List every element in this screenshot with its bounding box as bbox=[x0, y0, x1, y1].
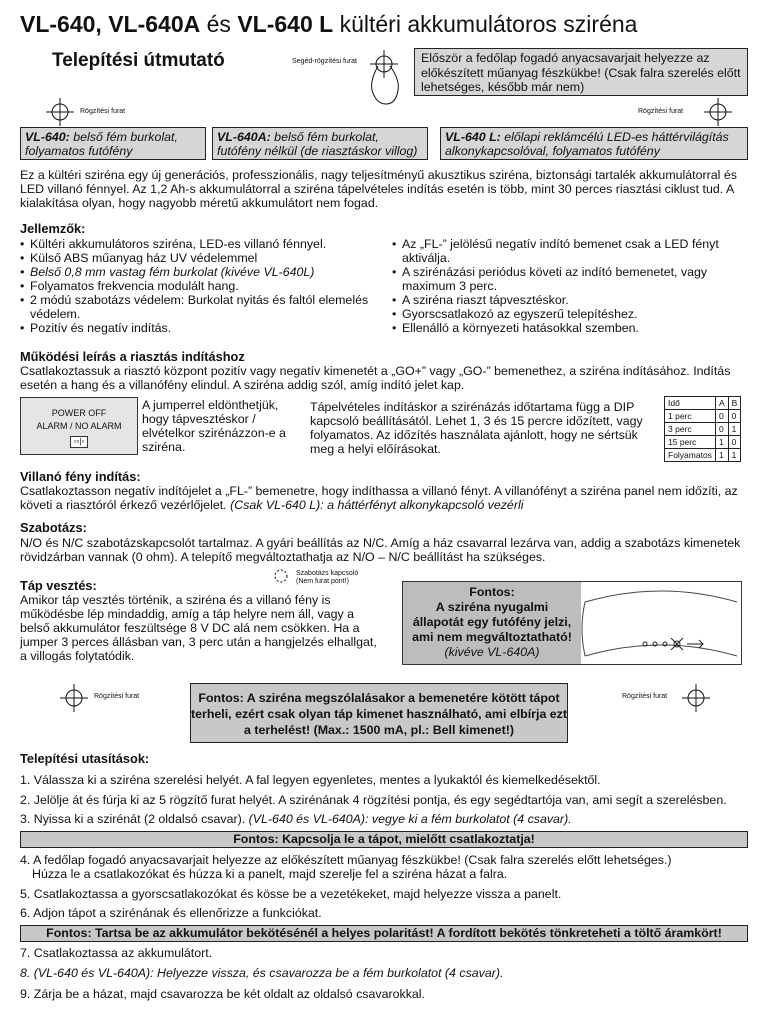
note-line: A sziréna nyugalmi bbox=[435, 600, 549, 614]
table-cell: 1 bbox=[728, 449, 741, 462]
table-header: A bbox=[715, 397, 728, 410]
table-cell: 0 bbox=[715, 410, 728, 423]
fixing-hole-crosshair-icon bbox=[704, 98, 734, 126]
list-item: • Gyorscsatlakozó az egyszerű telepítéshez. bbox=[392, 307, 722, 321]
table-row bbox=[665, 436, 741, 449]
tamper-switch-label: Szabotázs kapcsoló bbox=[296, 570, 359, 577]
install-step-2: 2. Jelölje át és fúrja ki az 5 rögzítő furat helyét. A szirénának 4 rögzítési pontja, és egy segédtartója van, ami segít a szerelésben. bbox=[20, 793, 727, 807]
features-list-left bbox=[20, 237, 370, 335]
warning-band-power: Fontos: Kapcsolja le a tápot, mielőtt csatlakoztatja! bbox=[20, 831, 748, 848]
list-item: • Ellenálló a környezeti hatásokkal szemben. bbox=[392, 321, 722, 335]
flash-heading: Villanó fény indítás: bbox=[20, 469, 141, 484]
table-cell: 0 bbox=[728, 410, 741, 423]
list-item: • Az „FL-” jelölésű negatív indító bemenet csak a LED fényt aktiválja. bbox=[392, 237, 722, 265]
install-step-5: 5. Csatlakoztassa a gyorscsatlakozókat és kösse be a vezetékeket, majd helyezze vissza a panelt. bbox=[20, 887, 562, 901]
page-subtitle: Telepítési útmutató bbox=[52, 50, 225, 71]
table-cell: 1 bbox=[728, 423, 741, 436]
list-item: • 2 módú szabotázs védelem: Burkolat nyitás és faltól elemelés védelem. bbox=[20, 293, 370, 321]
important-note-text bbox=[403, 582, 581, 664]
table-cell: 3 perc bbox=[665, 423, 716, 436]
list-item: • Pozitív és negatív indítás. bbox=[20, 321, 370, 335]
note-line: (kivéve VL-640A) bbox=[444, 645, 540, 659]
tamper-switch-label-2: (Nem furat pont!) bbox=[296, 578, 349, 585]
variant-box-vl640a: VL-640A: belső fém burkolat, futófény nélkül (de riasztáskor villog) bbox=[212, 127, 428, 160]
list-item: • A sziréna riaszt tápvesztéskor. bbox=[392, 293, 722, 307]
list-item: • Kültéri akkumulátoros sziréna, LED-es villanó fénnyel. bbox=[20, 237, 370, 251]
list-item: • A szirénázási periódus követi az indító bemenetet, vagy maximum 3 perc. bbox=[392, 265, 722, 293]
table-cell: 0 bbox=[715, 423, 728, 436]
fixing-hole-crosshair-icon bbox=[60, 684, 90, 712]
tamper-switch-icon bbox=[272, 568, 290, 584]
operation-heading: Működési leírás a riasztás indításhoz bbox=[20, 349, 245, 364]
table-cell: 1 perc bbox=[665, 410, 716, 423]
install-step-1: 1. Válassza ki a sziréna szerelési helyét. A fal legyen egyenletes, mentes a lyukaktól és kiemelkedésektől. bbox=[20, 773, 601, 787]
variant-box-vl640: VL-640: belső fém burkolat, folyamatos futófény bbox=[20, 127, 206, 160]
jumper-label-1: POWER OFF bbox=[51, 408, 107, 418]
table-header: B bbox=[728, 397, 741, 410]
power-loss-heading: Táp vesztés: bbox=[20, 578, 97, 593]
table-cell: 15 perc bbox=[665, 436, 716, 449]
fixing-hole-label: Rögzítési furat bbox=[622, 693, 668, 700]
jumper-label-2: ALARM / NO ALARM bbox=[36, 421, 122, 431]
fixing-hole-label: Rögzítési furat bbox=[80, 108, 126, 115]
table-row bbox=[665, 410, 741, 423]
install-heading: Telepítési utasítások: bbox=[20, 751, 150, 766]
table-cell: 1 bbox=[715, 449, 728, 462]
table-row bbox=[665, 449, 741, 462]
important-note-led bbox=[402, 581, 742, 665]
table-cell: Folyamatos bbox=[665, 449, 716, 462]
flash-text: Csatlakoztasson negatív indítójelet a „FL-” bemenetre, hogy indíthassa a villanó fényt. A villanófényt a sziréna panel nem időzíti, az követi a riasztóról érkező vezérlőjelet. (Csak VL-640 L): a háttérfényt alkonykapcsoló vezérli bbox=[20, 484, 738, 512]
jumper-text: A jumperrel eldönthetjük, hogy tápvesztéskor / elvételkor szirénázzon-e a sziréna. bbox=[142, 398, 286, 454]
siren-front-illustration bbox=[581, 582, 741, 664]
features-list-right bbox=[392, 237, 722, 335]
note-line: ami nem megváltoztatható! bbox=[412, 630, 572, 644]
fixing-hole-crosshair-icon bbox=[46, 98, 76, 126]
table-header: Idő bbox=[665, 397, 716, 410]
dip-switch-table bbox=[664, 396, 741, 462]
tamper-text: N/O és N/C szabotázskapcsolót tartalmaz. A gyári beállítás az N/C. Amíg a ház csavarral lezárva van, addig a szabotázs kimenetek rövidzárban vannak (0 ohm). A telepítő megváltoztathatja az N/O – N/C beállítást ha szükséges. bbox=[20, 536, 741, 564]
install-step-8: 8. (VL-640 és VL-640A): Helyezze vissza, és csavarozza be a fém burkolatot (4 csavar). bbox=[20, 966, 504, 980]
list-item: • Külső ABS műanyag ház UV védelemmel bbox=[20, 251, 370, 265]
top-note: Először a fedőlap fogadó anyacsavarjait helyezze az előkészített műanyag fészkükbe! (Csak falra szerelés előtt lehetséges, később már nem) bbox=[414, 48, 748, 96]
fixing-hole-label: Rögzítési furat bbox=[638, 108, 684, 115]
warning-band-polarity: Fontos: Tartsa be az akkumulátor bekötésénél a helyes polaritást! A fordított bekötés tönkreteheti a töltő áramkört! bbox=[20, 925, 748, 942]
fixing-hole-label: Rögzítési furat bbox=[94, 693, 140, 700]
intro-text: Ez a kültéri sziréna egy új generációs, professzionális, nagy teljesítményű akusztikus sziréna, biztonsági tartalék akkumulátorral és LED villanó fénnyel. Az 1,2 Ah-s akkumulátorral a sziréna tápelvételes indítás esetén is több, mint 30 perces riasztási ciklust tud. A kialakítása olyan, hogy nagyobb méretű akkumulátort nem fogad. bbox=[20, 168, 737, 210]
operation-text: Csatlakoztassuk a riasztó központ pozitív vagy negatív kimenetét a „GO+” vagy „GO-” bemenethez, a sziréna indításához. Indítás esetén a hang és a villanófény elindul. A sziréna addig szól, amíg indító jelet kap. bbox=[20, 364, 731, 392]
fixing-hole-crosshair-icon bbox=[682, 684, 712, 712]
table-row bbox=[665, 423, 741, 436]
aux-hole-crosshair-icon bbox=[360, 44, 412, 106]
jumper-diagram bbox=[20, 397, 138, 455]
page-title: VL-640, VL-640A és VL-640 L kültéri akkumulátoros sziréna bbox=[20, 11, 638, 37]
install-step-6: 6. Adjon tápot a szirénának és ellenőrizze a funkciókat. bbox=[20, 906, 322, 920]
install-step-9: 9. Zárja be a házat, majd csavarozza be két oldalt az oldalsó csavarokkal. bbox=[20, 987, 425, 1001]
important-note-load: Fontos: A sziréna megszólalásakor a bemenetére kötött tápot terheli, ezért csak olyan táp kimenet használható, ami elbírja ezt a terhelést! (Max.: 1500 mA, pl.: Bell kimenet!) bbox=[190, 683, 568, 743]
list-item: • Folyamatos frekvencia modulált hang. bbox=[20, 279, 370, 293]
tamper-heading: Szabotázs: bbox=[20, 520, 87, 535]
power-loss-text: Amikor táp vesztés történik, a sziréna és a villanó fény is működésbe lép mindaddig, amíg a táp helyre nem áll, vagy a belső akkumulátor feszültsége 8 V DC alá nem csökken. Ha a jumper 3 perces állásban van, 3 perc után a hangjelzés elhallgat, a villogás folytatódik. bbox=[20, 593, 377, 663]
table-cell: 1 bbox=[715, 436, 728, 449]
install-step-3: 3. Nyissa ki a szirénát (2 oldalsó csavar). (VL-640 és VL-640A): vegye ki a fém burkolatot (4 csavar). bbox=[20, 812, 572, 826]
variant-box-vl640l: VL-640 L: előlapi reklámcélú LED-es háttérvilágítás alkonykapcsolóval, folyamatos futófény bbox=[440, 127, 748, 160]
install-step-4: 4. A fedőlap fogadó anyacsavarjait helyezze az előkészített műanyag fészkükbe! (Csak falra szerelés előtt lehetséges.) bbox=[20, 853, 672, 867]
table-cell: 0 bbox=[728, 436, 741, 449]
table-header-row bbox=[665, 397, 741, 410]
dip-text: Tápelvételes indításkor a szirénázás időtartama függ a DIP kapcsoló beállításától. Lehet 1, 3 és 15 percre időzített, vagy folyamatos. Az időzítés használata ajánlott, hogy ne sértsük meg a helyi előírásokat. bbox=[310, 400, 643, 456]
jumper-pins: ▫▫|▫ bbox=[70, 436, 89, 448]
note-line: állapotát egy futófény jelzi, bbox=[412, 615, 572, 629]
note-line: Fontos: bbox=[469, 585, 515, 599]
features-heading: Jellemzők: bbox=[20, 221, 86, 236]
install-step-7: 7. Csatlakoztassa az akkumulátort. bbox=[20, 946, 213, 960]
aux-hole-label: Segéd-rögzítési furat bbox=[292, 58, 357, 65]
list-item: • Belső 0,8 mm vastag fém burkolat (kivéve VL-640L) bbox=[20, 265, 370, 279]
install-step-4b: Húzza le a csatlakozókat és húzza ki a panelt, majd szerelje fel a szirénа házat a falra. bbox=[32, 867, 508, 881]
